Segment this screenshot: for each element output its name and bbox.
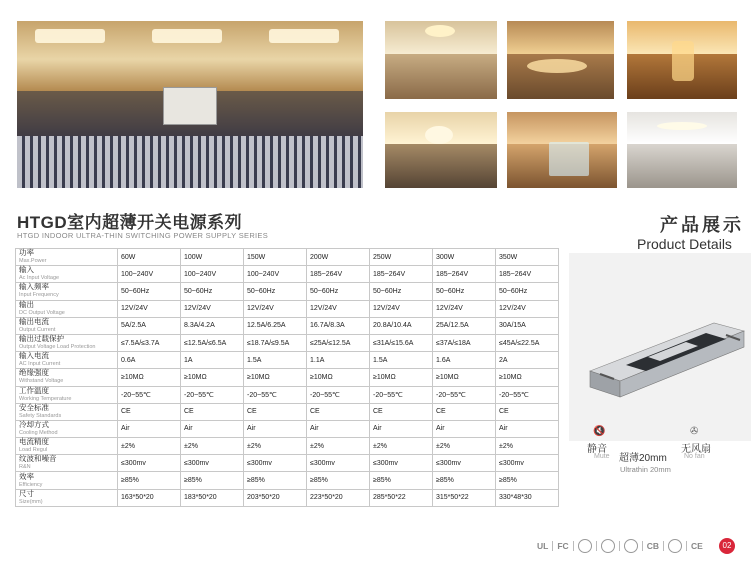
table-row bbox=[16, 266, 559, 283]
table-cell: ≥85% bbox=[307, 472, 370, 489]
table-cell: 163*50*20 bbox=[118, 489, 181, 506]
table-cell: ≤300mv bbox=[433, 455, 496, 472]
product-details-heading-en: Product Details bbox=[637, 236, 732, 252]
cert-round-logo bbox=[578, 539, 592, 553]
table-row bbox=[16, 420, 559, 437]
row-label bbox=[16, 386, 118, 403]
table-cell: ≤300mv bbox=[118, 455, 181, 472]
certification-logos bbox=[537, 538, 703, 554]
hotel-ballroom-photo bbox=[17, 21, 363, 188]
table-cell: 12V/24V bbox=[244, 300, 307, 317]
power-supply-image bbox=[586, 313, 746, 399]
table-row bbox=[16, 472, 559, 489]
table-cell: 50~60Hz bbox=[496, 283, 559, 300]
table-cell: 223*50*20 bbox=[307, 489, 370, 506]
row-label-en: Output Current bbox=[19, 326, 56, 333]
row-label bbox=[16, 283, 118, 300]
table-cell: 1.1A bbox=[307, 352, 370, 369]
table-cell: CE bbox=[496, 403, 559, 420]
row-label bbox=[16, 300, 118, 317]
table-cell: 1.5A bbox=[370, 352, 433, 369]
table-cell: ±2% bbox=[181, 438, 244, 455]
feature-ultrathin-label-en: Ultrathin 20mm bbox=[620, 465, 671, 474]
product-details-heading-cn: 产品展示 bbox=[660, 215, 744, 235]
row-label bbox=[16, 403, 118, 420]
table-cell: 1A bbox=[181, 352, 244, 369]
table-cell: ≥10MΩ bbox=[370, 369, 433, 386]
row-label-en: Cooling Method bbox=[19, 429, 58, 436]
row-label-en: AC Input Current bbox=[19, 361, 61, 368]
projection-screen bbox=[163, 87, 217, 125]
row-label-en: DC Output Voltage bbox=[19, 309, 65, 316]
row-label-cn: 输入电流 bbox=[19, 351, 49, 361]
table-cell: ≥85% bbox=[181, 472, 244, 489]
table-row bbox=[16, 489, 559, 506]
row-label bbox=[16, 352, 118, 369]
table-cell: ±2% bbox=[307, 438, 370, 455]
table-cell: ≥10MΩ bbox=[496, 369, 559, 386]
table-cell: -20~55℃ bbox=[181, 386, 244, 403]
table-cell: CE bbox=[370, 403, 433, 420]
table-cell: 8.3A/4.2A bbox=[181, 317, 244, 334]
row-label-en: Efficiency bbox=[19, 481, 43, 488]
table-cell: -20~55℃ bbox=[118, 386, 181, 403]
table-cell: ≤45A/≤22.5A bbox=[496, 334, 559, 351]
table-row bbox=[16, 352, 559, 369]
table-row bbox=[16, 386, 559, 403]
table-cell: 12V/24V bbox=[370, 300, 433, 317]
row-label-cn: 绝缘强度 bbox=[19, 368, 49, 378]
table-cell: 315*50*22 bbox=[433, 489, 496, 506]
table-cell: Air bbox=[496, 420, 559, 437]
page-number: 02 bbox=[719, 538, 735, 554]
table-cell: CE bbox=[307, 403, 370, 420]
table-cell: -20~55℃ bbox=[433, 386, 496, 403]
table-cell: 50~60Hz bbox=[118, 283, 181, 300]
table-cell: 185~264V bbox=[433, 266, 496, 283]
table-cell: 60W bbox=[118, 249, 181, 266]
table-cell: Air bbox=[433, 420, 496, 437]
bedroom-wall-lighting-photo bbox=[507, 21, 614, 99]
modern-living-room-photo bbox=[627, 112, 737, 188]
table-cell: ≤7.5A/≤3.7A bbox=[118, 334, 181, 351]
row-label-en: Input Frequency bbox=[19, 292, 59, 299]
row-label-cn: 冷却方式 bbox=[19, 419, 49, 429]
row-label-en: Safety Standards bbox=[19, 412, 62, 419]
row-label-en: Load Regul bbox=[19, 447, 48, 454]
bedroom-photo bbox=[385, 21, 497, 99]
table-cell: 185~264V bbox=[496, 266, 559, 283]
table-cell: Air bbox=[370, 420, 433, 437]
display-cabinet-photo bbox=[507, 112, 617, 188]
cert-round-logo bbox=[668, 539, 682, 553]
row-label-cn: 效率 bbox=[19, 471, 34, 481]
row-label-cn: 工作温度 bbox=[19, 385, 49, 395]
no-fan-icon: ✇ bbox=[690, 426, 699, 437]
table-cell: CE bbox=[181, 403, 244, 420]
table-cell: 185~264V bbox=[370, 266, 433, 283]
table-cell: 12V/24V bbox=[433, 300, 496, 317]
row-label-cn: 输出电流 bbox=[19, 316, 49, 326]
table-cell: 100~240V bbox=[244, 266, 307, 283]
table-cell: 100~240V bbox=[181, 266, 244, 283]
table-cell: CE bbox=[433, 403, 496, 420]
row-label-en: R&N bbox=[19, 464, 31, 471]
table-cell: ≥10MΩ bbox=[181, 369, 244, 386]
table-cell: ±2% bbox=[496, 438, 559, 455]
spec-table bbox=[15, 248, 559, 507]
table-cell: 185~264V bbox=[307, 266, 370, 283]
row-label bbox=[16, 472, 118, 489]
row-label bbox=[16, 369, 118, 386]
row-label bbox=[16, 334, 118, 351]
cert-round-logo bbox=[601, 539, 615, 553]
table-cell: 1.5A bbox=[244, 352, 307, 369]
table-cell: 12V/24V bbox=[181, 300, 244, 317]
table-row bbox=[16, 455, 559, 472]
table-cell: 150W bbox=[244, 249, 307, 266]
table-cell: 330*48*30 bbox=[496, 489, 559, 506]
table-cell: 1.6A bbox=[433, 352, 496, 369]
table-cell: ≥10MΩ bbox=[433, 369, 496, 386]
feature-ultrathin-label: 超薄20mm bbox=[619, 453, 667, 464]
table-cell: 30A/15A bbox=[496, 317, 559, 334]
row-label-en: Withstand Voltage bbox=[19, 378, 64, 385]
table-cell: 2A bbox=[496, 352, 559, 369]
table-cell: ≤300mv bbox=[181, 455, 244, 472]
row-label-en: Output Voltage Load Protection bbox=[19, 344, 96, 351]
table-cell: 12V/24V bbox=[496, 300, 559, 317]
row-label bbox=[16, 455, 118, 472]
series-title: HTGD室内超薄开关电源系列 bbox=[17, 213, 243, 232]
row-label bbox=[16, 266, 118, 283]
cert-round-logo bbox=[624, 539, 638, 553]
row-label bbox=[16, 489, 118, 506]
table-cell: ≤300mv bbox=[370, 455, 433, 472]
table-cell: 5A/2.5A bbox=[118, 317, 181, 334]
table-cell: 12.5A/6.25A bbox=[244, 317, 307, 334]
table-cell: 50~60Hz bbox=[181, 283, 244, 300]
row-label-en: Ac Input Voltage bbox=[19, 275, 60, 282]
table-row bbox=[16, 438, 559, 455]
table-cell: 20.8A/10.4A bbox=[370, 317, 433, 334]
table-cell: -20~55℃ bbox=[370, 386, 433, 403]
row-label-en: Max.Power bbox=[19, 258, 47, 265]
table-cell: ≥85% bbox=[370, 472, 433, 489]
table-cell: ≤31A/≤15.6A bbox=[370, 334, 433, 351]
table-cell: -20~55℃ bbox=[307, 386, 370, 403]
table-cell: 285*50*22 bbox=[370, 489, 433, 506]
table-cell: 100W bbox=[181, 249, 244, 266]
table-cell: ≥85% bbox=[244, 472, 307, 489]
row-label-cn: 输出过载保护 bbox=[19, 334, 64, 344]
table-cell: ±2% bbox=[370, 438, 433, 455]
row-label-cn: 安全标准 bbox=[19, 402, 49, 412]
fc-logo: FC bbox=[557, 541, 569, 551]
row-label-cn: 输出 bbox=[19, 299, 34, 309]
table-row bbox=[16, 300, 559, 317]
feature-no-fan-label: 无风扇 bbox=[681, 444, 711, 455]
table-row bbox=[16, 249, 559, 266]
feature-mute-label: 静音 bbox=[587, 444, 607, 455]
living-room-photo bbox=[385, 112, 497, 188]
table-cell: 203*50*20 bbox=[244, 489, 307, 506]
table-cell: ≥10MΩ bbox=[244, 369, 307, 386]
table-row bbox=[16, 317, 559, 334]
row-label-cn: 功率 bbox=[19, 248, 34, 258]
mute-icon: 🔇 bbox=[593, 426, 606, 437]
series-subtitle: HTGD INDOOR ULTRA-THIN SWITCHING POWER SUPPLY SERIES bbox=[17, 231, 269, 240]
row-label bbox=[16, 420, 118, 437]
row-label bbox=[16, 438, 118, 455]
table-cell: ≥85% bbox=[118, 472, 181, 489]
table-cell: 300W bbox=[433, 249, 496, 266]
table-cell: 100~240V bbox=[118, 266, 181, 283]
table-cell: 200W bbox=[307, 249, 370, 266]
table-cell: -20~55℃ bbox=[496, 386, 559, 403]
table-cell: ±2% bbox=[433, 438, 496, 455]
table-cell: ≥10MΩ bbox=[118, 369, 181, 386]
row-label-cn: 输入 bbox=[19, 265, 34, 275]
row-label-en: Size(mm) bbox=[19, 498, 43, 505]
row-label-cn: 输入频率 bbox=[19, 282, 49, 292]
table-cell: ≥10MΩ bbox=[307, 369, 370, 386]
table-row bbox=[16, 283, 559, 300]
table-cell: 50~60Hz bbox=[370, 283, 433, 300]
table-cell: 16.7A/8.3A bbox=[307, 317, 370, 334]
table-cell: ≤18.7A/≤9.5A bbox=[244, 334, 307, 351]
table-cell: 250W bbox=[370, 249, 433, 266]
row-label-cn: 纹波和噪音 bbox=[19, 454, 57, 464]
feature-no-fan-label-en: No fan bbox=[684, 453, 705, 460]
wooden-hallway-photo bbox=[627, 21, 737, 99]
table-cell: 50~60Hz bbox=[433, 283, 496, 300]
table-cell: ≥85% bbox=[496, 472, 559, 489]
table-cell: ≤25A/≤12.5A bbox=[307, 334, 370, 351]
table-cell: ≤300mv bbox=[244, 455, 307, 472]
table-cell: 25A/12.5A bbox=[433, 317, 496, 334]
row-label-cn: 电流精度 bbox=[19, 437, 49, 447]
table-cell: ≤12.5A/≤6.5A bbox=[181, 334, 244, 351]
table-row bbox=[16, 369, 559, 386]
table-cell: 12V/24V bbox=[307, 300, 370, 317]
row-label bbox=[16, 249, 118, 266]
table-cell: ≤300mv bbox=[496, 455, 559, 472]
cb-logo: CB bbox=[646, 541, 659, 551]
table-cell: 50~60Hz bbox=[244, 283, 307, 300]
table-row bbox=[16, 334, 559, 351]
table-cell: ±2% bbox=[118, 438, 181, 455]
row-label-cn: 尺寸 bbox=[19, 488, 34, 498]
table-cell: Air bbox=[307, 420, 370, 437]
table-cell: 50~60Hz bbox=[307, 283, 370, 300]
ce-logo: CE bbox=[690, 541, 703, 551]
table-cell: CE bbox=[244, 403, 307, 420]
table-cell: -20~55℃ bbox=[244, 386, 307, 403]
ul-logo: UL bbox=[537, 541, 549, 551]
table-cell: 12V/24V bbox=[118, 300, 181, 317]
row-label bbox=[16, 317, 118, 334]
table-cell: 0.6A bbox=[118, 352, 181, 369]
table-cell: CE bbox=[118, 403, 181, 420]
table-cell: Air bbox=[181, 420, 244, 437]
feature-mute-label-en: Mute bbox=[594, 453, 610, 460]
table-row bbox=[16, 403, 559, 420]
table-cell: Air bbox=[118, 420, 181, 437]
table-cell: 183*50*20 bbox=[181, 489, 244, 506]
table-cell: ≤300mv bbox=[307, 455, 370, 472]
table-cell: 350W bbox=[496, 249, 559, 266]
table-cell: Air bbox=[244, 420, 307, 437]
row-label-en: Working Temperature bbox=[19, 395, 72, 402]
table-cell: ≤37A/≤18A bbox=[433, 334, 496, 351]
table-cell: ≥85% bbox=[433, 472, 496, 489]
table-cell: ±2% bbox=[244, 438, 307, 455]
